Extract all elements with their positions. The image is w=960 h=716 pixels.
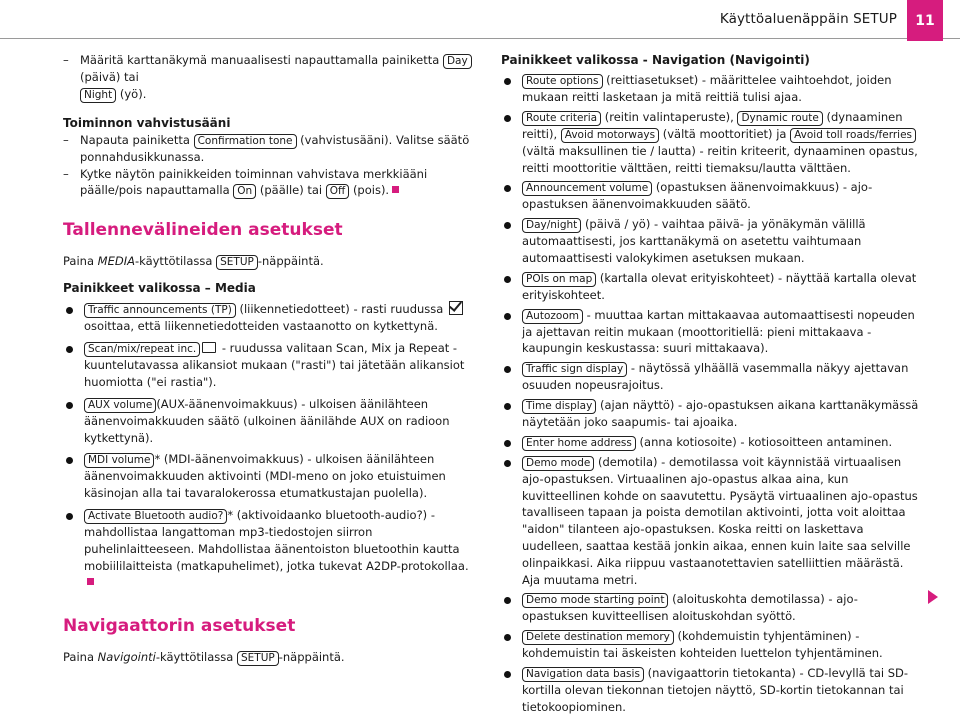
nav-item-autozoom: Autozoom - muuttaa kartan mittakaavaa automaattisesti nopeuden ja ajettavan reitin mukaan (moottoritiellä: pieni mittakaava - kaupungin keskustassa: suuri mittakaava). [501, 307, 919, 358]
route-options-button: Route options [522, 74, 603, 89]
time-display-button: Time display [522, 399, 596, 414]
pois-on-map-button: POIs on map [522, 272, 596, 287]
media-item-mdi: MDI volume * (MDI-äänenvoimakkuus) - ulkoisen äänilähteen äänenvoimakkuuden aktivointi (MDI-meno on joko etuistuimen käsinojan alla tai tavaralokerossa etumatkustajan puolella). [63, 451, 472, 502]
checkbox-icon [449, 301, 463, 315]
on-button: On [233, 184, 256, 199]
dynamic-route-button: Dynamic route [737, 111, 822, 126]
confirm-heading: Toiminnon vahvistusääni [63, 115, 231, 130]
setup-button: SETUP [216, 255, 258, 270]
media-intro: Paina MEDIA-käyttötilassa SETUP -näppäintä. [63, 254, 324, 269]
nav-section-title: Navigaattorin asetukset [63, 616, 296, 637]
nav-intro: Paina Navigointi-käyttötilassa SETUP -näppäintä. [63, 650, 345, 665]
nav-item-traffic-sign: Traffic sign display - näytössä ylhäällä vasemmalla näkyy ajettavan osuuden nopeusrajoitus. [501, 360, 919, 394]
media-section-title: Tallennevälineiden asetukset [63, 220, 343, 241]
nav-item-route-options: Route options (reittiasetukset) - määrittelee vaihtoehdot, joiden mukaan reitti lasketaan ja mitä reittiä tulisi ajaa. [501, 72, 919, 106]
traffic-sign-display-button: Traffic sign display [522, 362, 627, 377]
left-column [63, 52, 472, 666]
nav-item-pois: POIs on map (kartalla olevat erityiskohteet) - näyttää kartalla olevat erityiskohteet. [501, 270, 919, 304]
avoid-motorways-button: Avoid motorways [561, 128, 659, 143]
header-rule [0, 38, 960, 39]
navigation-data-basis-button: Navigation data basis [522, 667, 644, 682]
day-button: Day [443, 54, 472, 69]
route-criteria-button: Route criteria [522, 111, 601, 126]
end-mark-icon [392, 186, 399, 193]
running-header: Käyttöaluenäppäin SETUP [719, 11, 897, 27]
daynight-item: – Määritä karttanäkymä manuaalisesti napauttamalla painiketta Day (päivä) tai Night (yö). [63, 52, 472, 103]
day-night-button: Day/night [522, 218, 581, 233]
page-number: 11 [907, 0, 943, 41]
nav-item-demo-start: Demo mode starting point (aloituskohta demotilassa) - ajo-opastuksen kuvitteellisen aloituskohdan syöttö. [501, 591, 919, 625]
autozoom-button: Autozoom [522, 309, 583, 324]
nav-item-route-criteria: Route criteria (reitin valintaperuste), Dynamic route (dynaaminen reitti), Avoid motorways (vältä moottoritiet) ja Avoid toll roads/ferries (vältä maksullinen tie / lautta) - reitin kriteerit, dynaaminen opastus, reitti moottoritie välttäen, reitti tiemaksu/lautta välttäen. [501, 109, 919, 177]
media-item-tp: Traffic announcements (TP) (liikennetiedotteet) - rasti ruudussa osoittaa, että liikennetiedotteiden vastaanotto on kytkettynä. [63, 301, 472, 335]
media-subheading: Painikkeet valikossa – Media [63, 281, 256, 296]
off-button: Off [326, 184, 350, 199]
right-column [501, 52, 919, 716]
avoid-toll-roads-button: Avoid toll roads/ferries [790, 128, 916, 143]
nav-item-time-display: Time display (ajan näyttö) - ajo-opastuksen aikana karttanäkymässä näytetään joko saapumis- tai ajoaika. [501, 397, 919, 431]
enter-home-address-button: Enter home address [522, 436, 636, 451]
media-item-scan: Scan/mix/repeat inc. - ruudussa valitaan Scan, Mix ja Repeat -kuuntelutavassa alikansiot mukaan ("rasti") tai jätetään alikansiot huomiotta ("ei rastia"). [63, 340, 472, 391]
media-item-aux: AUX volume (AUX-äänenvoimakkuus) - ulkoisen äänilähteen äänenvoimakkuuden säätö (ulkoinen äänilähde AUX on radioon kytkettynä). [63, 396, 472, 447]
nav-item-demo-mode: Demo mode (demotila) - demotilassa voit käynnistää virtuaalisen ajo-opastuksen. Virtuaalinen ajo-opastus alkaa aina, kun kuvitteellinen kohde on saavutettu. Pysäytä virtuaalinen ajo-opastus tavalliseen tapaan ja poista demotilan aktivointi, jotta voit aloittaa "aidon" tilanteen ajo-opastuksen. Koska reitti on laskettava uudelleen, saattaa kestää jonkin aikaa, ennen kuin laite saa selville olinpaikkasi. Aika riippuu vastaanotettavien satelliittien määrästä. Aja muutama metri. [501, 454, 919, 589]
confirm-item-2: – Kytke näytön painikkeiden toiminnan vahvistava merkkiääni päälle/pois napauttamalla On (päälle) tai Off (pois). [63, 166, 472, 200]
mdi-volume-button: MDI volume [84, 453, 154, 468]
demo-mode-button: Demo mode [522, 456, 594, 471]
nav-subheading: Painikkeet valikossa - Navigation (Navigointi) [501, 53, 810, 67]
next-page-arrow-icon [928, 590, 938, 604]
setup-button: SETUP [237, 651, 279, 666]
demo-mode-starting-point-button: Demo mode starting point [522, 593, 668, 608]
nav-item-data-basis: Navigation data basis (navigaattorin tietokanta) - CD-levyllä tai SD-kortilla olevan tiekonnan tietojen näyttö, SD-kortin tietokannan tai tietokoopiominen. [501, 665, 919, 716]
traffic-announcements-button: Traffic announcements (TP) [84, 303, 236, 318]
folder-icon [202, 342, 216, 353]
nav-item-delete-memory: Delete destination memory (kohdemuistin tyhjentäminen) - kohdemuistin tai äskeisten kohteiden luettelon tyhjentäminen. [501, 628, 919, 662]
nav-item-announcement-volume: Announcement volume (opastuksen äänenvoimakkuus) - ajo-opastuksen äänenvoimakkuuden säätö. [501, 179, 919, 213]
scan-mix-repeat-button: Scan/mix/repeat inc. [84, 342, 200, 357]
delete-destination-memory-button: Delete destination memory [522, 630, 674, 645]
nav-item-day-night: Day/night (päivä / yö) - vaihtaa päivä- ja yönäkymän välillä automaattisesti, jos karttanäkymä on asetettu vaihtumaan automaattisesti valokykimen asetuksen mukaan. [501, 216, 919, 267]
confirmation-tone-button: Confirmation tone [194, 134, 297, 149]
nav-item-home-address: Enter home address (anna kotiosoite) - kotiosoitteen antaminen. [501, 434, 919, 451]
aux-volume-button: AUX volume [84, 398, 156, 413]
media-item-bluetooth: Activate Bluetooth audio? * (aktivoidaanko bluetooth-audio?) - mahdollistaa langattoman mp3-tiedostojen siirron puhelinlaitteeseen. Mahdollistaa äänentoiston bluetoothin kautta mobiililaitteista (matkapuhelimet), jotka tukevat A2DP-protokollaa. [63, 507, 472, 591]
confirm-item-1: – Napauta painiketta Confirmation tone (vahvistusääni). Valitse säätö ponnahdusikkunassa. [63, 132, 472, 166]
announcement-volume-button: Announcement volume [522, 181, 652, 196]
end-mark-icon [87, 578, 94, 585]
activate-bluetooth-button: Activate Bluetooth audio? [84, 509, 227, 524]
night-button: Night [80, 88, 116, 103]
